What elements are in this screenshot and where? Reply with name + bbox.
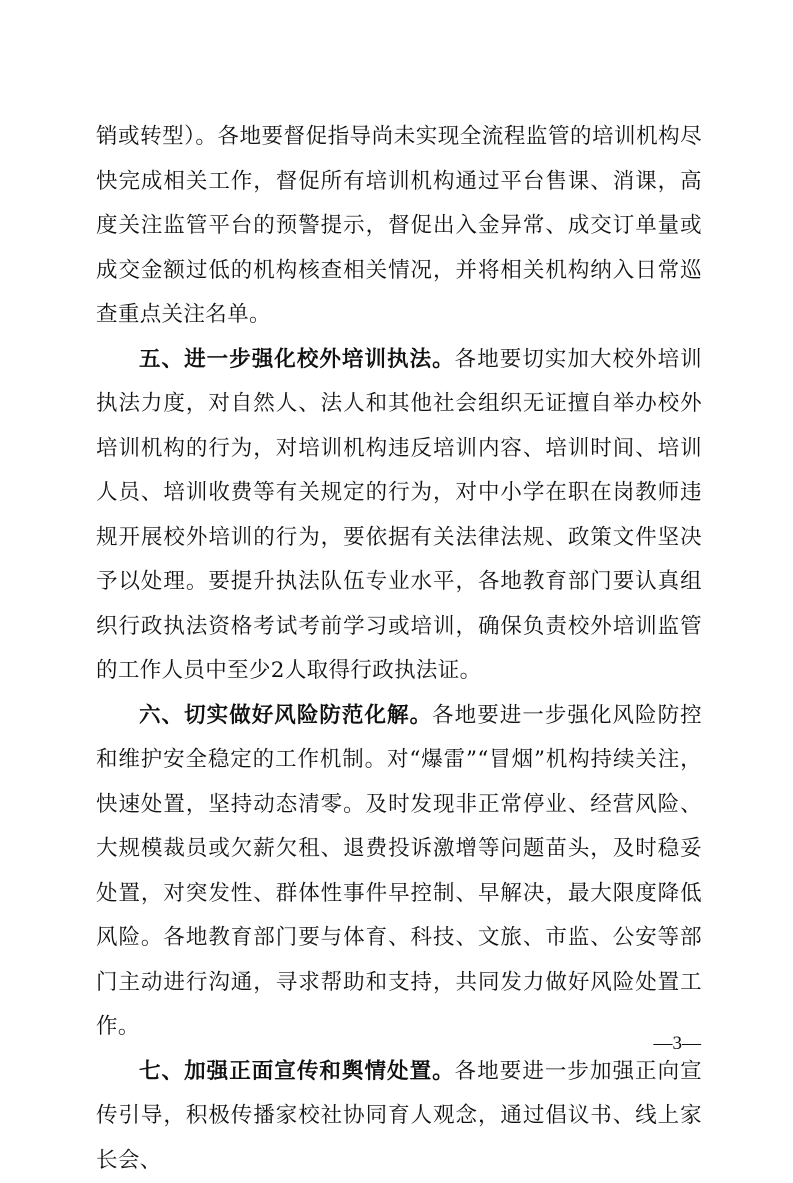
paragraph-section-6 <box>96 694 702 1050</box>
section-heading-6: 六、切实做好风险防范化解。 <box>139 703 432 728</box>
section-heading-7: 七、加强正面宣传和舆情处置。 <box>139 1059 455 1084</box>
paragraph-text: 各地要进一步强化风险防控和维护安全稳定的工作机制。对“爆雷”“冒烟”机构持续关注，快速处置，坚持动态清零。及时发现非正常停业、经营风险、大规模裁员或欠薪欠租、退费投诉激增等问题苗头，及时稳妥处置，对突发性、群体性事件早控制、早解决，最大限度降低风险。各地教育部门要与体育、科技、文旅、市监、公安等部门主动进行沟通，寻求帮助和支持，共同发力做好风险处置工作。 <box>96 703 702 1040</box>
page-number: —3— <box>654 1033 702 1055</box>
paragraph-section-7 <box>96 1050 702 1183</box>
document-body <box>96 115 702 1183</box>
paragraph-text: 销或转型）。各地要督促指导尚未实现全流程监管的培训机构尽快完成相关工作，督促所有培训机构通过平台售课、消课，高度关注监管平台的预警提示，督促出入金异常、成交订单量或成交金额过低的机构核查相关情况，并将相关机构纳入日常巡查重点关注名单。 <box>96 124 702 327</box>
paragraph-text: 各地要进一步加强正向宣传引导，积极传播家校社协同育人观念，通过倡议书、线上家长会、 <box>96 1059 702 1173</box>
paragraph-section-5 <box>96 338 702 694</box>
paragraph-continuation <box>96 115 702 338</box>
section-heading-5: 五、进一步强化校外培训执法。 <box>139 347 455 372</box>
paragraph-text: 各地要切实加大校外培训执法力度，对自然人、法人和其他社会组织无证擅自举办校外培训机构的行为，对培训机构违反培训内容、培训时间、培训人员、培训收费等有关规定的行为，对中小学在职在岗教师违规开展校外培训的行为，要依据有关法律法规、政策文件坚决予以处理。要提升执法队伍专业水平，各地教育部门要认真组织行政执法资格考试考前学习或培训，确保负责校外培训监管的工作人员中至少2人取得行政执法证。 <box>96 347 702 684</box>
